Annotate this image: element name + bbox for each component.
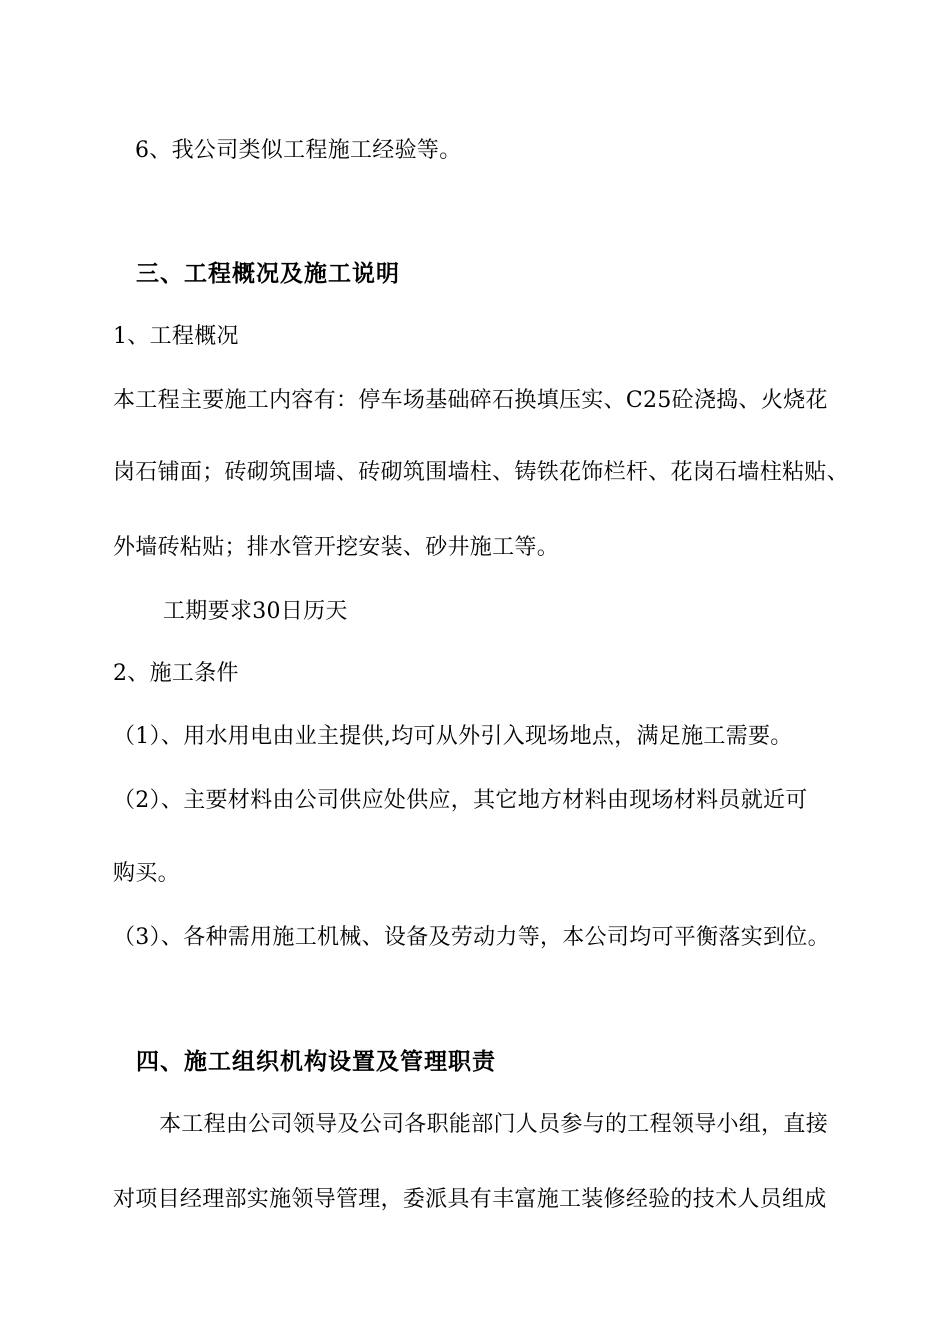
organization-text-line-1: 本工程由公司领导及公司各职能部门人员参与的工程领导小组，直接 xyxy=(159,1112,829,1137)
previous-list-item: 6、我公司类似工程施工经验等。 xyxy=(135,138,462,163)
section-4-heading: 四、施工组织机构设置及管理职责 xyxy=(136,1048,496,1075)
condition-3: （3）、各种需用施工机械、设备及劳动力等，本公司均可平衡落实到位。 xyxy=(113,925,830,950)
organization-text-line-2: 对项目经理部实施领导管理，委派具有丰富施工装修经验的技术人员组成 xyxy=(113,1187,827,1212)
condition-1: （1）、用水用电由业主提供,均可从外引入现场地点，满足施工需要。 xyxy=(113,724,793,749)
overview-text-line-3: 外墙砖粘贴；排水管开挖安装、砂井施工等。 xyxy=(113,535,560,560)
section-3-heading: 三、工程概况及施工说明 xyxy=(136,260,400,287)
overview-text-line-2: 岗石铺面；砖砌筑围墙、砖砌筑围墙柱、铸铁花饰栏杆、花岗石墙柱粘贴、 xyxy=(113,460,849,485)
overview-text-line-1: 本工程主要施工内容有：停车场基础碎石换填压实、C25砼浇捣、火烧花 xyxy=(113,388,828,413)
condition-2-line-2: 购买。 xyxy=(113,861,180,886)
construction-period: 工期要求30日历天 xyxy=(163,599,348,624)
subsection-2-title: 2、施工条件 xyxy=(113,661,239,686)
condition-2-line-1: （2）、主要材料由公司供应处供应，其它地方材料由现场材料员就近可 xyxy=(113,788,808,813)
subsection-1-title: 1、工程概况 xyxy=(113,324,239,349)
